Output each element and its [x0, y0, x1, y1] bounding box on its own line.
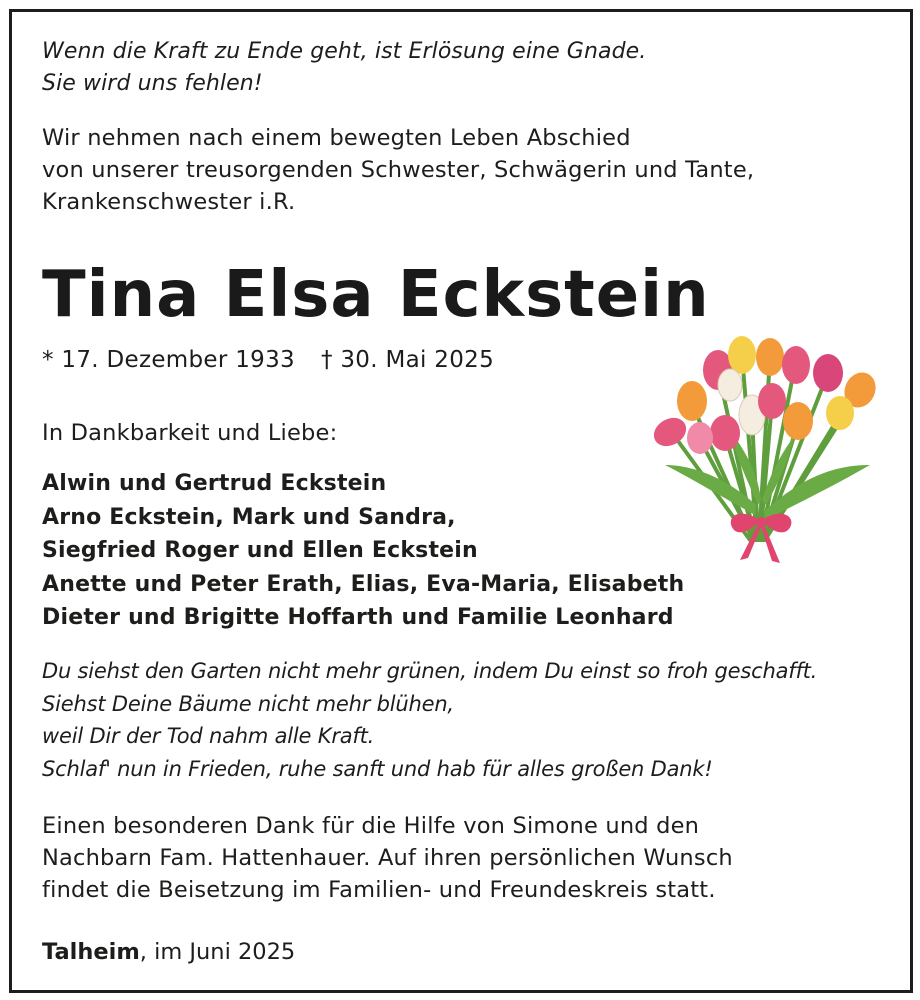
intro-line: von unserer treusorgenden Schwester, Schwägerin und Tante,	[42, 157, 755, 183]
mourner-line: Anette und Peter Erath, Elias, Eva-Maria, Elisabeth	[42, 571, 685, 597]
death-date: † 30. Mai 2025	[320, 347, 495, 373]
mourners-list	[42, 467, 684, 635]
tulip-bouquet-icon	[630, 315, 890, 575]
obituary-frame	[9, 9, 913, 993]
place-date: , im Juni 2025	[139, 939, 296, 965]
place-and-date	[42, 936, 295, 968]
motto-quote	[42, 36, 646, 100]
mourners-label: In Dankbarkeit und Liebe:	[42, 420, 338, 446]
intro-line: Krankenschwester i.R.	[42, 189, 296, 215]
closing-verse	[42, 655, 817, 785]
verse-line: Schlaf' nun in Frieden, ruhe sanft und hab für alles großen Dank!	[42, 756, 713, 781]
thanks-line: Nachbarn Fam. Hattenhauer. Auf ihren persönlichen Wunsch	[42, 845, 733, 871]
mourner-line: Arno Eckstein, Mark und Sandra,	[42, 504, 456, 530]
life-dates	[42, 344, 494, 376]
intro-text	[42, 122, 754, 218]
mourner-line: Siegfried Roger und Ellen Eckstein	[42, 538, 478, 563]
motto-line: Wenn die Kraft zu Ende geht, ist Erlösung eine Gnade.	[42, 39, 647, 64]
thanks-line: findet die Beisetzung im Familien- und Freundeskreis statt.	[42, 877, 716, 903]
verse-line: weil Dir der Tod nahm alle Kraft.	[42, 724, 375, 748]
mourner-line: Alwin und Gertrud Eckstein	[42, 471, 387, 496]
thanks-text	[42, 810, 733, 906]
place-town: Talheim	[42, 939, 140, 965]
verse-line: Du siehst den Garten nicht mehr grünen, indem Du einst so froh geschafft.	[42, 659, 818, 683]
deceased-name: Tina Elsa Eckstein	[42, 258, 710, 332]
motto-line: Sie wird uns fehlen!	[42, 71, 263, 96]
birth-date: * 17. Dezember 1933	[42, 347, 295, 373]
thanks-line: Einen besonderen Dank für die Hilfe von Simone und den	[42, 813, 700, 839]
intro-line: Wir nehmen nach einem bewegten Leben Abschied	[42, 125, 631, 151]
mourner-line: Dieter und Brigitte Hoffarth und Familie Leonhard	[42, 605, 674, 630]
verse-line: Siehst Deine Bäume nicht mehr blühen,	[42, 691, 454, 716]
